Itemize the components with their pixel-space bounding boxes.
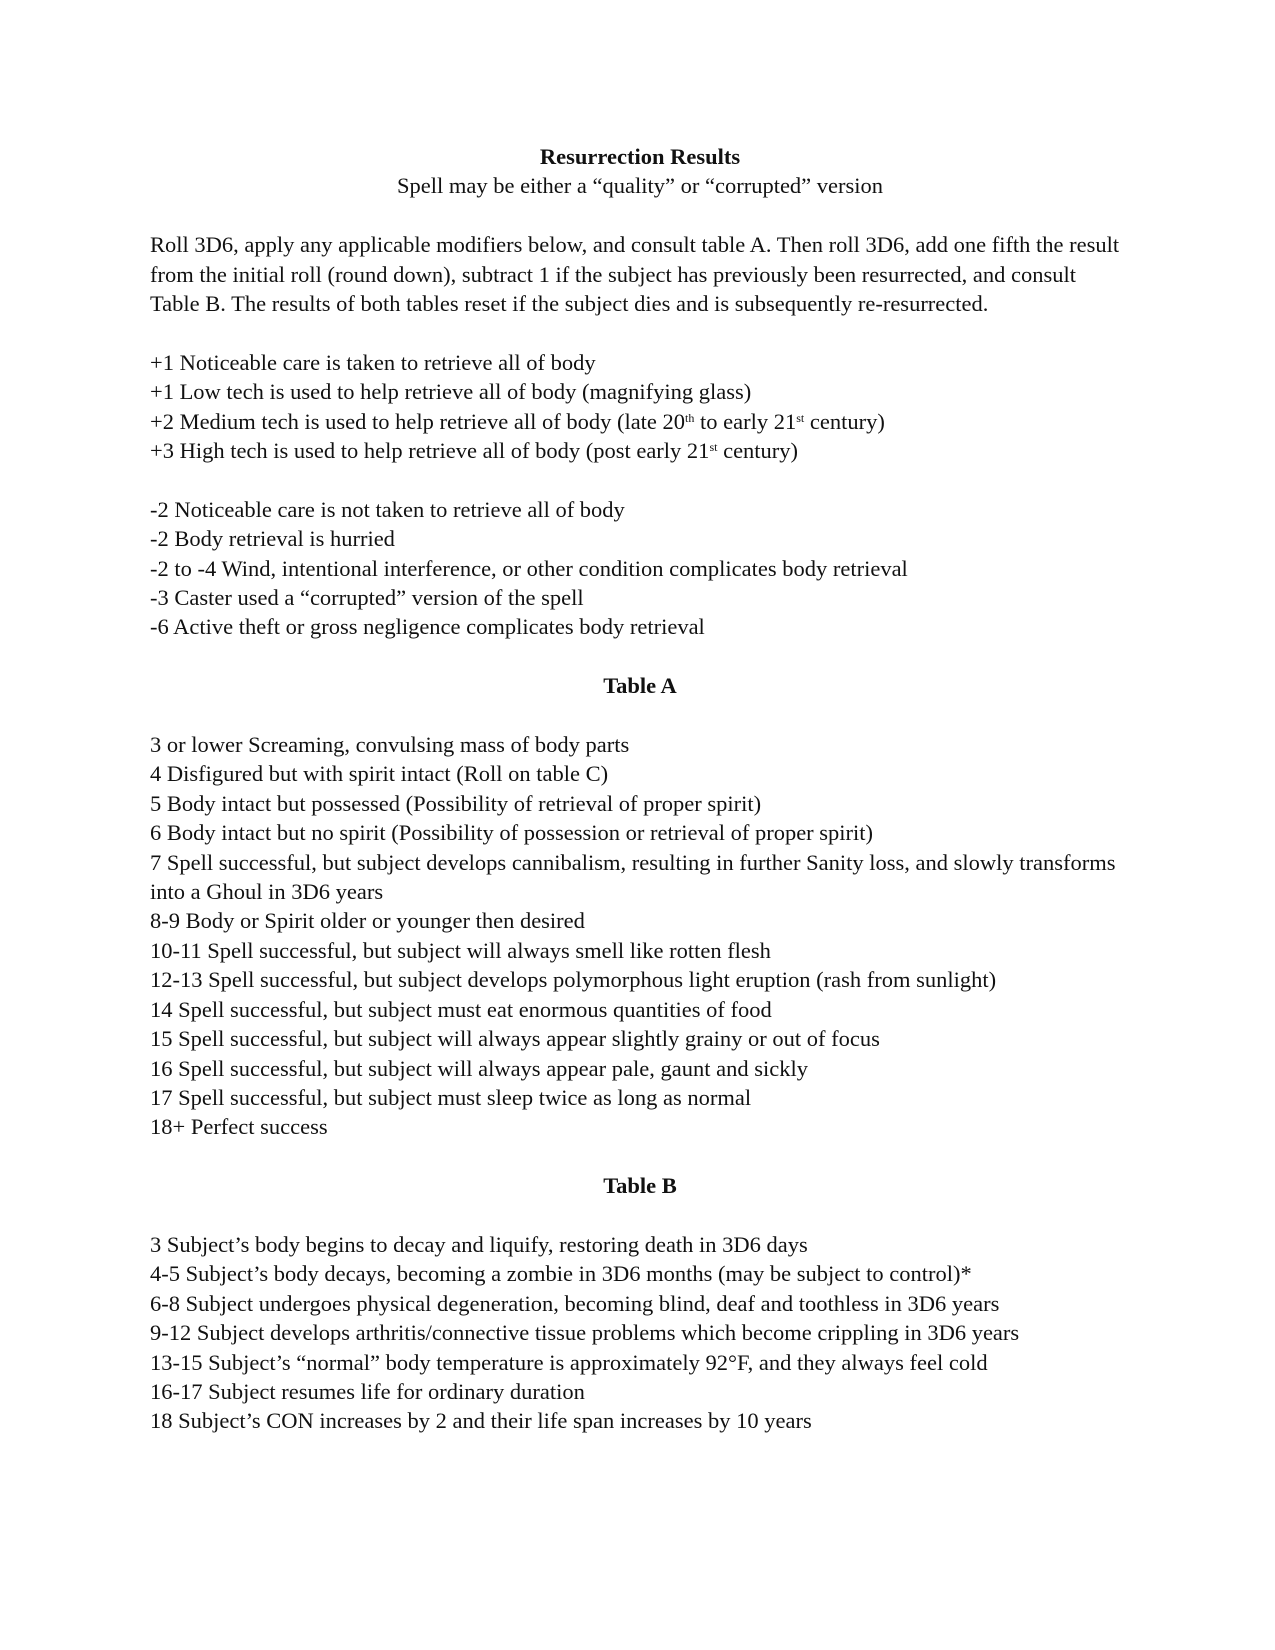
modifier-line (150, 407, 1130, 436)
table-a-row: 15 Spell successful, but subject will always appear slightly grainy or out of focus (150, 1026, 880, 1052)
penalty-modifier-list (150, 495, 1130, 642)
spacer (150, 642, 1130, 671)
table-b-row: 18 Subject’s CON increases by 2 and their life span increases by 10 years (150, 1408, 812, 1434)
modifier-text: century) (717, 438, 799, 464)
spacer (150, 701, 1130, 730)
superscript: st (709, 440, 718, 455)
spacer (150, 1201, 1130, 1230)
superscript: st (796, 410, 805, 425)
table-b-row: 13-15 Subject’s “normal” body temperature is approximately 92°F, and they always feel cold (150, 1349, 988, 1375)
intro-paragraph: Roll 3D6, apply any applicable modifiers below, and consult table A. Then roll 3D6, add one fifth the result from the initial roll (round down), subtract 1 if the subject has previously been resurrected, and consult Table B. The results of both tables reset if the subject dies and is subsequently re-resurrected. (150, 232, 1120, 317)
modifier-line: +1 Low tech is used to help retrieve all of body (magnifying glass) (150, 379, 752, 405)
document-page (150, 142, 1130, 1436)
modifier-line: +1 Noticeable care is taken to retrieve all of body (150, 349, 596, 375)
table-b-heading: Table B (603, 1173, 677, 1199)
modifier-text: to early 21 (694, 408, 797, 434)
table-b-list (150, 1230, 1130, 1436)
spacer (150, 1142, 1130, 1171)
table-b-row: 3 Subject’s body begins to decay and liquify, restoring death in 3D6 days (150, 1231, 808, 1257)
table-a-row: 5 Body intact but possessed (Possibility of retrieval of proper spirit) (150, 790, 762, 816)
bonus-modifier-list (150, 348, 1130, 466)
table-b-row: 16-17 Subject resumes life for ordinary duration (150, 1378, 585, 1404)
superscript: th (685, 410, 695, 425)
table-a-row: 10-11 Spell successful, but subject will always smell like rotten flesh (150, 937, 771, 963)
modifier-line: -3 Caster used a “corrupted” version of the spell (150, 585, 584, 611)
modifier-text: +3 High tech is used to help retrieve all of body (post early 21 (150, 438, 710, 464)
table-a-row: 17 Spell successful, but subject must sleep twice as long as normal (150, 1084, 752, 1110)
table-a-row: 8-9 Body or Spirit older or younger then desired (150, 908, 585, 934)
table-a-heading: Table A (603, 673, 677, 699)
table-a-list (150, 730, 1130, 1142)
modifier-line: -2 to -4 Wind, intentional interference, or other condition complicates body retrieval (150, 555, 908, 581)
modifier-text: +2 Medium tech is used to help retrieve all of body (late 20 (150, 408, 686, 434)
table-b-row: 4-5 Subject’s body decays, becoming a zombie in 3D6 months (may be subject to control)* (150, 1261, 972, 1287)
spacer (150, 465, 1130, 494)
table-a-row: 16 Spell successful, but subject will always appear pale, gaunt and sickly (150, 1055, 808, 1081)
modifier-line: -2 Body retrieval is hurried (150, 526, 395, 552)
table-a-row: 6 Body intact but no spirit (Possibility of possession or retrieval of proper spirit) (150, 820, 874, 846)
table-a-row: 3 or lower Screaming, convulsing mass of body parts (150, 732, 630, 758)
spacer (150, 201, 1130, 230)
table-b-row: 9-12 Subject develops arthritis/connective tissue problems which become crippling in 3D6 years (150, 1320, 1020, 1346)
table-a-row: 18+ Perfect success (150, 1114, 328, 1140)
table-a-row: 14 Spell successful, but subject must eat enormous quantities of food (150, 996, 772, 1022)
page-subtitle: Spell may be either a “quality” or “corrupted” version (396, 173, 884, 199)
page-title: Resurrection Results (539, 144, 741, 169)
table-a-row: 4 Disfigured but with spirit intact (Roll on table C) (150, 761, 609, 787)
table-a-row: 12-13 Spell successful, but subject develops polymorphous light eruption (rash from sunlight) (150, 967, 997, 993)
spacer (150, 318, 1130, 347)
modifier-line: -2 Noticeable care is not taken to retrieve all of body (150, 496, 625, 522)
modifier-text: century) (804, 408, 885, 434)
table-b-row: 6-8 Subject undergoes physical degeneration, becoming blind, deaf and toothless in 3D6 years (150, 1290, 1000, 1316)
modifier-line (150, 436, 1130, 465)
table-a-row: 7 Spell successful, but subject develops cannibalism, resulting in further Sanity loss, and slowly transforms into a Ghoul in 3D6 years (150, 849, 1116, 905)
modifier-line: -6 Active theft or gross negligence complicates body retrieval (150, 614, 705, 640)
